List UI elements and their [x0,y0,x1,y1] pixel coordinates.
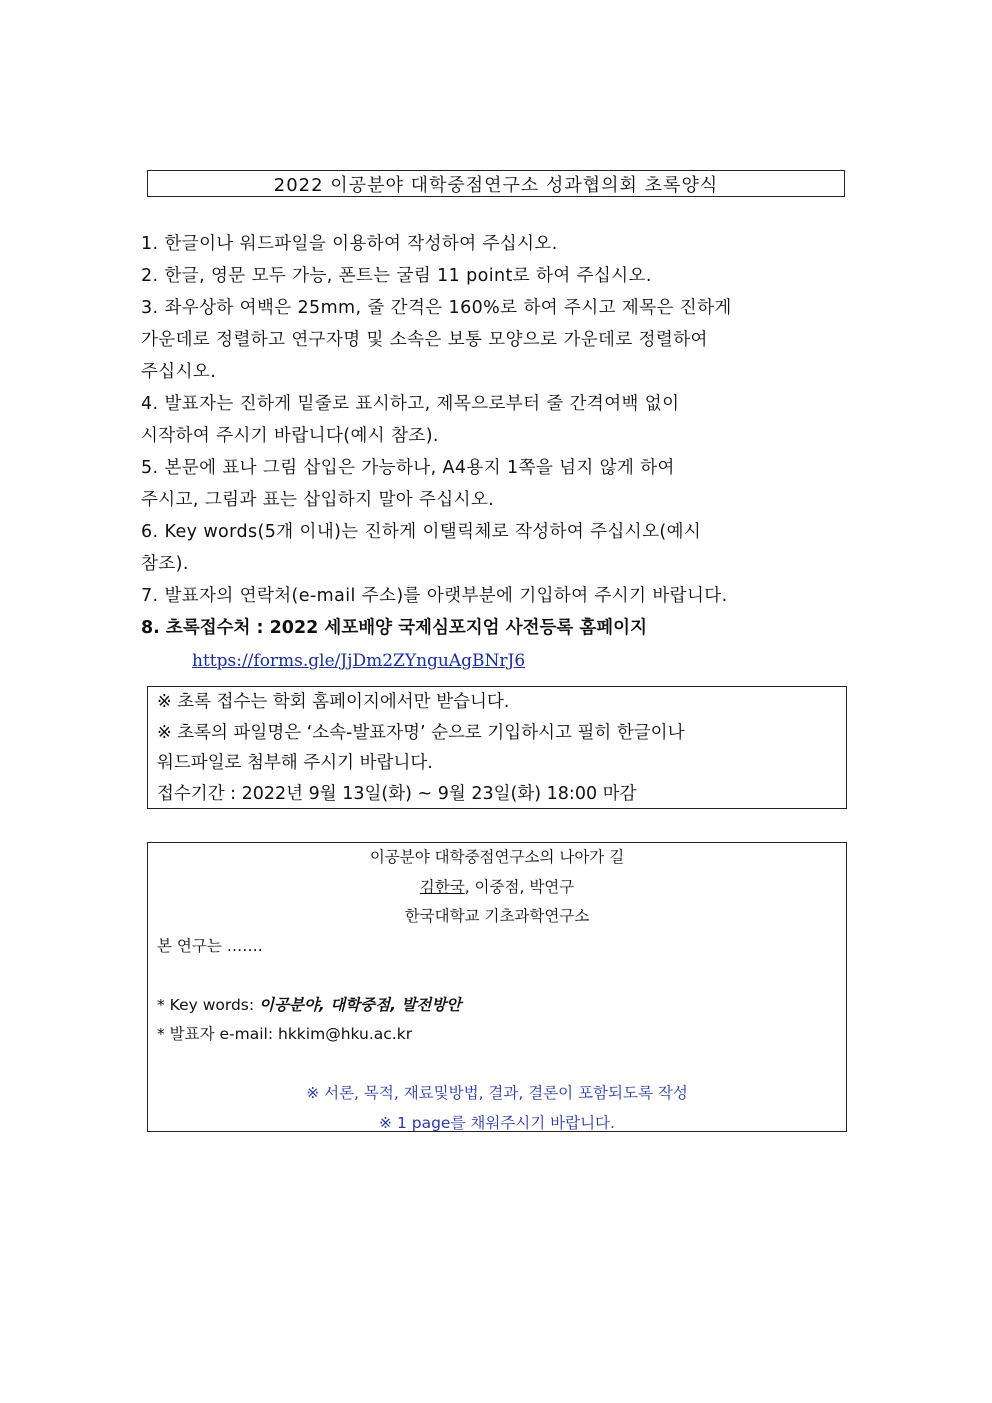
notice-line: 워드파일로 첨부해 주시기 바랍니다. [157,753,433,773]
sample-email: * 발표자 e-mail: hkkim@hku.ac.kr [157,1025,413,1043]
blank-line [148,961,846,991]
sample-title: 이공분야 대학중점연구소의 나아가 길 [369,848,625,866]
sample-note-structure: ※ 서론, 목적, 재료및방법, 결과, 결론이 포함되도록 작성 [306,1084,688,1102]
blank-line [148,1050,846,1080]
instruction-line: 시작하여 주시기 바랍니다(예시 참조). [141,426,439,446]
sample-keywords [148,991,846,1021]
keywords-label: * Key words: [157,995,260,1014]
sample-abstract-box [147,842,847,1132]
instruction-line: 참조). [141,554,189,574]
instruction-line: 4. 발표자는 진하게 밑줄로 표시하고, 제목으로부터 줄 간격여백 없이 [141,394,680,414]
sample-authors [148,873,846,903]
notice-line: ※ 초록 접수는 학회 홈페이지에서만 받습니다. [157,692,510,712]
sample-note-page: ※ 1 page를 채워주시기 바랍니다. [379,1113,615,1132]
sample-affiliation: 한국대학교 기초과학연구소 [404,907,590,925]
instruction-line: 주십시오. [141,362,217,382]
instruction-line: 6. Key words(5개 이내)는 진하게 이탤릭체로 작성하여 주십시오(예시 [141,522,702,542]
submission-period: 접수기간 : 2022년 9월 13일(화) ~ 9월 23일(화) 18:00 마감 [157,783,637,804]
notice-line: ※ 초록의 파일명은 ‘소속-발표자명’ 순으로 기입하시고 필히 한글이나 [157,722,685,743]
submission-link[interactable]: https://forms.gle/JjDm2ZYnguAgBNrJ6 [192,651,526,671]
instruction-line: 가운데로 정렬하고 연구자명 및 소속은 보통 모양으로 가운데로 정렬하여 [141,330,708,350]
instruction-line: 3. 좌우상하 여백은 25mm, 줄 간격은 160%로 하여 주시고 제목은 진하게 [141,298,732,318]
form-title [147,170,845,197]
instruction-line: 7. 발표자의 연락처(e-mail 주소)를 아랫부분에 기입하여 주시기 바랍니다. [141,586,728,606]
coauthor-names: , 이중점, 박연구 [464,877,575,896]
instruction-line: 5. 본문에 표나 그림 삽입은 가능하나, A4용지 1쪽을 넘지 않게 하여 [141,458,675,478]
instructions-list [141,228,861,644]
instruction-line: 1. 한글이나 워드파일을 이용하여 작성하여 주십시오. [141,234,558,254]
presenter-name: 김한국 [419,877,465,896]
sample-body: 본 연구는 ……. [157,936,263,955]
submission-site-line: 8. 초록접수처 : 2022 세포배양 국제심포지엄 사전등록 홈페이지 [141,618,647,638]
form-title-text: 2022 이공분야 대학중점연구소 성과협의회 초록양식 [273,174,719,196]
instruction-line: 주시고, 그림과 표는 삽입하지 말아 주십시오. [141,490,495,510]
instruction-line: 2. 한글, 영문 모두 가능, 폰트는 굴림 11 point로 하여 주십시오. [141,266,652,286]
keywords-value: 이공분야, 대학중점, 발전방안 [259,995,462,1014]
notice-box [147,686,847,809]
